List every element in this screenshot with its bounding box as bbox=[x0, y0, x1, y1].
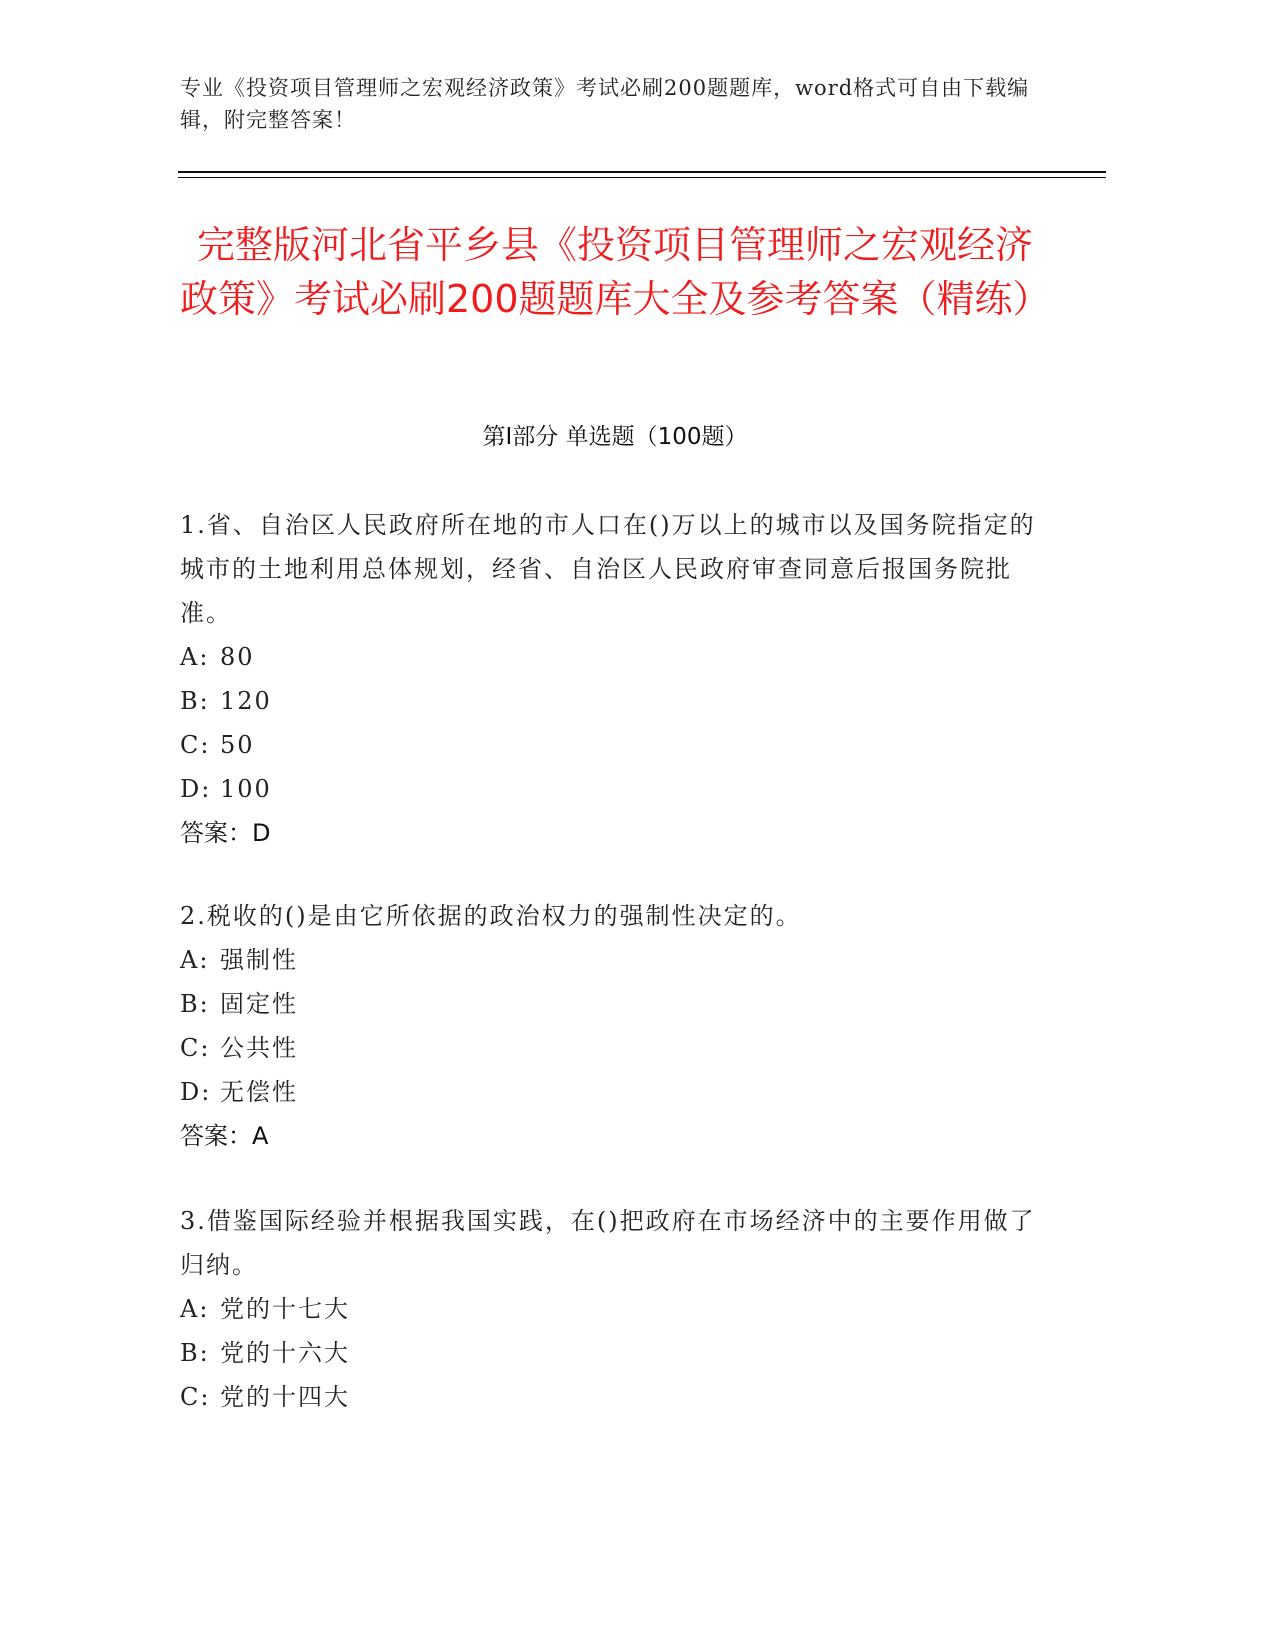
option-key: B: bbox=[180, 990, 210, 1018]
option-text: 党的十六大 bbox=[220, 1339, 350, 1367]
option-key: D: bbox=[180, 1078, 212, 1106]
option-key: A: bbox=[180, 1295, 210, 1323]
question-stem: 3.借鉴国际经验并根据我国实践，在()把政府在市场经济中的主要作用做了归纳。 bbox=[180, 1207, 1036, 1279]
question-stem: 2.税收的()是由它所依据的政治权力的强制性决定的。 bbox=[180, 902, 802, 930]
option-c bbox=[180, 1375, 1040, 1419]
option-key: C: bbox=[180, 1034, 211, 1062]
option-text: 50 bbox=[220, 731, 255, 759]
option-key: C: bbox=[180, 1383, 211, 1411]
answer: 答案：A bbox=[180, 1122, 269, 1150]
option-key: D: bbox=[180, 775, 212, 803]
header-note: 专业《投资项目管理师之宏观经济政策》考试必刷200题题库，word格式可自由下载编辑，附完整答案！ bbox=[180, 76, 1030, 132]
option-text: 公共性 bbox=[220, 1034, 298, 1062]
option-key: B: bbox=[180, 687, 210, 715]
option-b bbox=[180, 679, 1040, 723]
option-key: A: bbox=[180, 946, 210, 974]
option-text: 120 bbox=[220, 687, 272, 715]
option-d bbox=[180, 1070, 1040, 1114]
header-divider-thick bbox=[178, 171, 1106, 173]
option-c bbox=[180, 723, 1040, 767]
question-1 bbox=[180, 503, 1040, 855]
option-a bbox=[180, 938, 1040, 982]
header-divider-thin bbox=[178, 177, 1106, 178]
option-key: B: bbox=[180, 1339, 210, 1367]
option-b bbox=[180, 1331, 1040, 1375]
question-stem: 1.省、自治区人民政府所在地的市人口在()万以上的城市以及国务院指定的城市的土地利用总体规划，经省、自治区人民政府审查同意后报国务院批准。 bbox=[180, 511, 1036, 627]
option-c bbox=[180, 1026, 1040, 1070]
option-a bbox=[180, 1287, 1040, 1331]
option-text: 无偿性 bbox=[220, 1078, 298, 1106]
option-a bbox=[180, 635, 1040, 679]
answer: 答案：D bbox=[180, 819, 271, 847]
document-title: 完整版河北省平乡县《投资项目管理师之宏观经济政策》考试必刷200题题库大全及参考答案（精练） bbox=[180, 223, 1051, 321]
option-key: A: bbox=[180, 643, 210, 671]
option-text: 党的十七大 bbox=[220, 1295, 350, 1323]
option-key: C: bbox=[180, 731, 211, 759]
question-2 bbox=[180, 894, 1040, 1158]
option-d bbox=[180, 767, 1040, 811]
option-b bbox=[180, 982, 1040, 1026]
option-text: 党的十四大 bbox=[220, 1383, 350, 1411]
option-text: 100 bbox=[220, 775, 272, 803]
question-3 bbox=[180, 1199, 1040, 1419]
option-text: 80 bbox=[220, 643, 255, 671]
option-text: 固定性 bbox=[220, 990, 298, 1018]
option-text: 强制性 bbox=[220, 946, 298, 974]
section-heading: 第Ⅰ部分 单选题（100题） bbox=[482, 424, 748, 450]
